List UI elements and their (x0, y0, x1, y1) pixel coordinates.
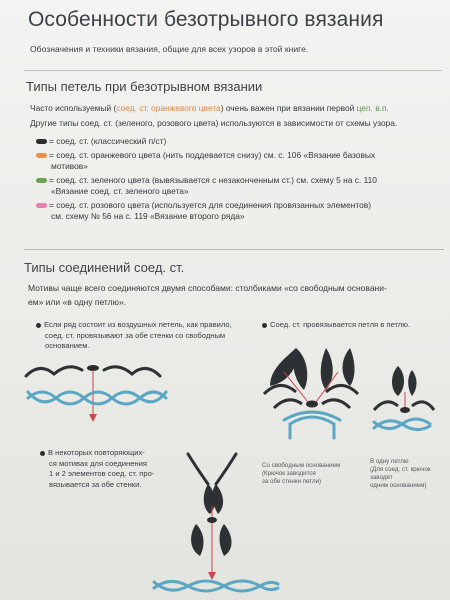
legend-text: = соед. ст. зеленого цвета (вывязывается с незаконченным ст.) см. схему 5 на с. 110 (49, 174, 377, 185)
diagram-free-base (260, 338, 370, 448)
note-text: основанием. (45, 341, 90, 350)
page-title: Особенности безотрывного вязания (28, 8, 384, 31)
caption-text: за обе стенки петли) (262, 478, 322, 485)
legend-text: = соед. ст. (классический п/ст) (49, 136, 167, 146)
petal (408, 370, 416, 396)
petal (212, 484, 223, 514)
black-stitch-icon (36, 139, 47, 144)
chain-arc (322, 400, 350, 408)
chain-arc (26, 368, 54, 376)
caption-text: одним основанием) (370, 482, 427, 489)
section1-heading: Типы петель при безотрывном вязании (26, 79, 263, 94)
legend-text: «Вязание соед. ст. зеленого цвета» (51, 186, 189, 196)
divider-middle (24, 249, 444, 250)
bullet-icon (36, 323, 41, 328)
text-orange: соед. ст. оранжевого цвета (116, 103, 221, 113)
section2-intro-line2: ем» или «в одну петлю». (28, 297, 127, 307)
section1-line1 (30, 102, 389, 114)
note-right (262, 320, 410, 331)
page-subtitle: Обозначения и техники вязания, общие для всех узоров в этой книге. (30, 44, 309, 54)
note-text: 1 и 2 элементов соед. ст. про- (49, 469, 155, 478)
blue-base (290, 417, 334, 438)
orange-stitch-icon (36, 153, 47, 158)
petal (321, 348, 333, 390)
pink-stitch-icon (36, 203, 47, 208)
chain-arc (188, 454, 208, 484)
diagram-repeating-motif (150, 450, 280, 600)
caption-text: В одну петлю (370, 458, 409, 465)
slip-stitch-mark (400, 407, 410, 413)
chain-arc (264, 385, 296, 394)
legend-text: см. схему № 56 на с. 119 «Вязание второго ряда» (51, 211, 245, 221)
petal (191, 524, 203, 556)
green-stitch-icon (36, 178, 47, 183)
chain-arc (132, 368, 160, 376)
caption-text: (Для соед. ст. крючок заводят (370, 466, 431, 481)
chain-arc (374, 402, 398, 410)
chain-arc (104, 367, 132, 374)
legend-text: = соед. ст. розового цвета (используется для соединения провязанных элементов) (49, 199, 371, 210)
petal (270, 348, 297, 386)
legend-list (36, 136, 446, 223)
legend-item (36, 136, 446, 148)
chain-arc (216, 454, 236, 484)
chain-arc (412, 402, 434, 410)
bullet-icon (40, 451, 45, 456)
section1-line2: Другие типы соед. ст. (зеленого, розового цвета) используются в зависимости от схемы узора. (30, 118, 398, 128)
caption-text: Со свободным основанием (262, 462, 341, 469)
text-part: Часто используемый ( (30, 103, 117, 113)
petal (220, 524, 232, 556)
petal (293, 348, 307, 390)
chain-arc (326, 385, 358, 394)
diagram-chain-join (18, 356, 168, 426)
legend-text: мотивов» (51, 161, 88, 171)
legend-item (36, 150, 446, 173)
chain-arc (274, 400, 302, 408)
caption-text: (Крючок заводится (262, 470, 316, 477)
chain-arc (54, 367, 82, 374)
note-text: Соед. ст. провязывается петля в петлю. (270, 320, 411, 329)
slip-stitch-mark (207, 517, 217, 523)
arrow-head (208, 572, 216, 580)
arrow-head (89, 414, 97, 422)
text-green: цеп. в.п. (356, 103, 389, 113)
note-text: Если ряд состоит из воздушных петель, как правило, (44, 320, 232, 329)
divider-top (24, 70, 442, 71)
legend-text: = соед. ст. оранжевого цвета (нить поддевается снизу) см. с. 106 «Вязание базовых (49, 149, 376, 160)
petal (392, 366, 404, 396)
note-text: вязывается за обе стенки. (49, 479, 142, 489)
legend-item (36, 200, 446, 223)
note-text: ся мотивах для соединения (49, 458, 147, 468)
caption-one-loop (370, 458, 450, 490)
note-left (36, 320, 266, 352)
section2-intro-line1: Мотивы чаще всего соединяются двумя способами: столбиками «со свободным основани- (28, 283, 387, 293)
note-text: В некоторых повторяющих- (48, 448, 145, 457)
note-text: соед. ст. провязывают за обе стенки со свободным (45, 330, 226, 340)
diagram-one-loop (368, 360, 438, 440)
petal (343, 348, 355, 386)
slip-stitch-mark (306, 401, 318, 408)
section2-heading: Типы соединений соед. ст. (24, 260, 185, 275)
text-part: ) очень важен при вязании первой (220, 103, 357, 113)
bullet-icon (262, 323, 267, 328)
legend-item (36, 175, 446, 198)
